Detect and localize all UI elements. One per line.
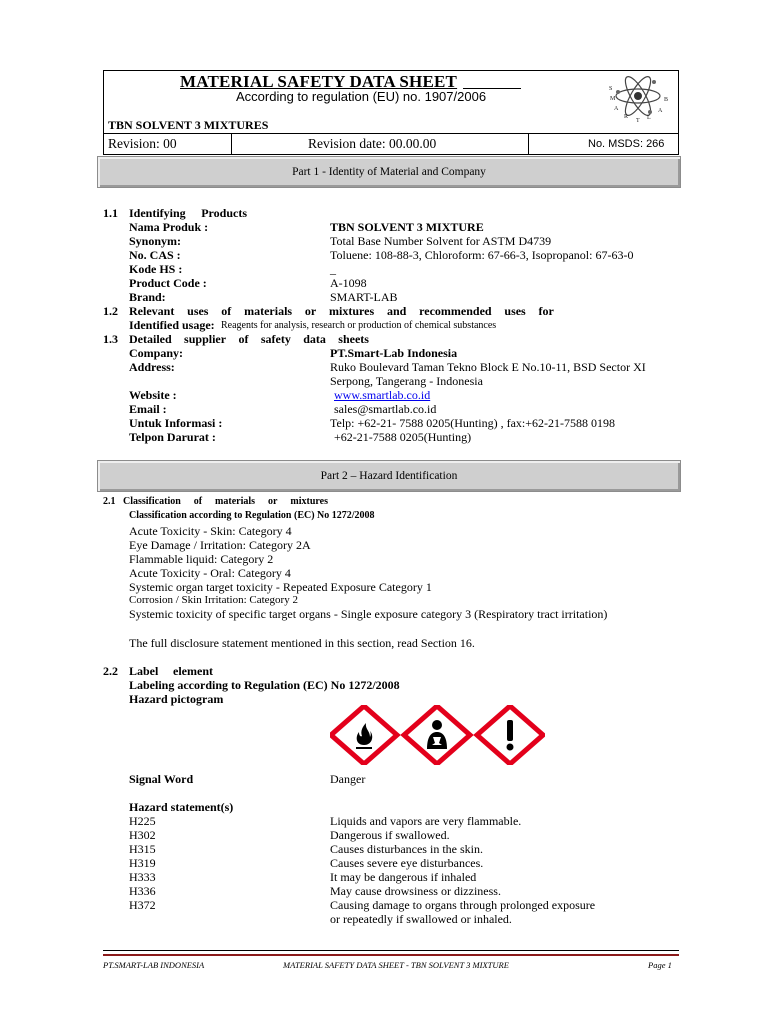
- section-number: 2.1: [103, 496, 116, 507]
- supplier-label: Telpon Darurat :: [129, 430, 216, 444]
- field-label: Brand:: [129, 290, 166, 304]
- title-word: Identifying: [129, 206, 186, 220]
- classification-item: Flammable liquid: Category 2: [129, 552, 274, 566]
- title-word: materials: [244, 304, 293, 318]
- msds-number: No. MSDS: 266: [588, 138, 665, 150]
- hazard-text: Causing damage to organs through prolonged exposure: [330, 898, 596, 912]
- title-word: materials: [215, 496, 256, 507]
- hazard-text: Causes severe eye disturbances.: [330, 856, 484, 870]
- hazard-code: H315: [129, 842, 156, 856]
- phone-info: Telp: +62-21- 7588 0205(Hunting) , fax:+62-21-7588 0198: [330, 416, 615, 430]
- hazard-text: Causes disturbances in the skin.: [330, 842, 483, 856]
- title-word: Classification: [123, 496, 181, 507]
- svg-text:M: M: [610, 96, 616, 102]
- title-word: and: [386, 304, 407, 318]
- title-word: of: [221, 304, 232, 318]
- classification-item: Acute Toxicity - Skin: Category 4: [129, 524, 292, 538]
- classification-item: Acute Toxicity - Oral: Category 4: [129, 566, 291, 580]
- footer-rule: [103, 954, 679, 956]
- company-name: PT.Smart-Lab Indonesia: [330, 346, 458, 360]
- hazard-code: H336: [129, 884, 156, 898]
- title-word: mixtures: [290, 496, 328, 507]
- field-value: Toluene: 108-88-3, Chloroform: 67-66-3, Isopropanol: 67-63-0: [330, 248, 634, 262]
- svg-text:T: T: [636, 118, 640, 124]
- hazard-text: or repeatedly if swallowed or inhaled.: [330, 912, 512, 926]
- title-word: of: [193, 496, 203, 507]
- title-word: or: [267, 496, 278, 507]
- hazard-text: Liquids and vapors are very flammable.: [330, 814, 522, 828]
- classification-item: Systemic toxicity of specific target organs - Single exposure category 3 (Respiratory tract irritation): [129, 607, 608, 621]
- hazard-pictograms: [330, 705, 545, 765]
- field-label: Synonym:: [129, 234, 182, 248]
- field-label: Nama Produk :: [129, 220, 209, 234]
- smartlab-logo: [604, 68, 674, 132]
- identified-usage-label: Identified usage:: [129, 318, 215, 332]
- address-line: Serpong, Tangerang - Indonesia: [330, 374, 483, 388]
- part2-title: Part 2 – Hazard Identification: [320, 470, 458, 482]
- product-name-header: TBN SOLVENT 3 MIXTURES: [108, 118, 269, 132]
- exclamation-pictogram-icon: [477, 706, 543, 764]
- title-word: recommended: [419, 304, 492, 318]
- title-word: or: [304, 304, 317, 318]
- footer-rule: [103, 950, 679, 951]
- title-word: for: [538, 304, 554, 318]
- title-word: uses: [187, 304, 209, 318]
- svg-text:R: R: [624, 114, 629, 120]
- revision-divider: [231, 133, 232, 155]
- footer-page-number: Page 1: [648, 960, 672, 970]
- website-link[interactable]: www.smartlab.co.id: [334, 388, 431, 402]
- section-1-1-title: [129, 206, 247, 221]
- field-value: A-1098: [330, 276, 367, 290]
- section-number: 1.1: [103, 206, 118, 220]
- supplier-label: Website :: [129, 388, 177, 402]
- title-word: Relevant: [129, 304, 175, 318]
- classification-heading: Classification according to Regulation (EC) No 1272/2008: [129, 510, 375, 521]
- supplier-label: Address:: [129, 360, 175, 374]
- hazard-code: H225: [129, 814, 156, 828]
- section-number: 1.2: [103, 304, 118, 318]
- footer-company: PT.SMART-LAB INDONESIA: [103, 960, 205, 970]
- footer-document-title: MATERIAL SAFETY DATA SHEET - TBN SOLVENT 3 MIXTURE: [283, 960, 509, 970]
- title-word: Products: [201, 206, 247, 220]
- svg-text:A: A: [658, 108, 663, 114]
- hazard-text: May cause drowsiness or dizziness.: [330, 884, 501, 898]
- hazard-text: It may be dangerous if inhaled: [330, 870, 477, 884]
- section-number: 2.2: [103, 664, 118, 678]
- section-2-2-title: [129, 664, 213, 679]
- section-1-2-title: [129, 304, 554, 319]
- title-word: safety: [260, 332, 291, 346]
- revision-number: Revision: 00: [108, 136, 177, 151]
- emergency-phone: +62-21-7588 0205(Hunting): [334, 430, 472, 444]
- field-label: No. CAS :: [129, 248, 181, 262]
- svg-text:S: S: [609, 86, 613, 92]
- email-value: sales@smartlab.co.id: [334, 402, 437, 416]
- hazard-code: H333: [129, 870, 156, 884]
- pictogram-heading: Hazard pictogram: [129, 692, 224, 706]
- supplier-label: Email :: [129, 402, 167, 416]
- svg-text:A: A: [614, 106, 619, 112]
- flame-pictogram-icon: [331, 706, 397, 764]
- field-label: Kode HS :: [129, 262, 183, 276]
- title-word: Detailed: [129, 332, 172, 346]
- field-value: _: [330, 262, 336, 276]
- part1-title: Part 1 - Identity of Material and Company: [292, 166, 486, 178]
- field-label: Product Code :: [129, 276, 207, 290]
- labeling-heading: Labeling according to Regulation (EC) No 1272/2008: [129, 678, 400, 692]
- classification-item: Corrosion / Skin Irritation: Category 2: [129, 594, 298, 606]
- classification-item: Systemic organ target toxicity - Repeated Exposure Category 1: [129, 580, 432, 594]
- title-word: uses: [504, 304, 526, 318]
- health-hazard-pictogram-icon: [404, 706, 470, 764]
- supplier-label: Company:: [129, 346, 184, 360]
- title-word: supplier: [184, 332, 227, 346]
- hazard-code: H372: [129, 898, 156, 912]
- title-word: mixtures: [329, 304, 375, 318]
- supplier-label: Untuk Informasi :: [129, 416, 223, 430]
- signal-word-label: Signal Word: [129, 772, 194, 786]
- regulation-subtitle: According to regulation (EU) no. 1907/2006: [236, 89, 487, 104]
- signal-word-value: Danger: [330, 772, 366, 786]
- revision-date: Revision date: 00.00.00: [308, 136, 437, 151]
- section-number: 1.3: [103, 332, 118, 346]
- classification-item: Eye Damage / Irritation: Category 2A: [129, 538, 311, 552]
- identified-usage-value: Reagents for analysis, research or production of chemical substances: [221, 320, 497, 331]
- svg-text:B: B: [664, 97, 669, 103]
- title-word: sheets: [338, 332, 369, 346]
- title-word: Label: [129, 664, 159, 678]
- disclosure-note: The full disclosure statement mentioned in this section, read Section 16.: [129, 636, 475, 650]
- svg-text:L: L: [647, 115, 651, 121]
- field-value: SMART-LAB: [330, 290, 398, 304]
- section-1-3-title: [129, 332, 369, 347]
- field-value: TBN SOLVENT 3 MIXTURE: [330, 220, 484, 234]
- hazard-text: Dangerous if swallowed.: [330, 828, 450, 842]
- title-word: data: [303, 332, 326, 346]
- document-title: MATERIAL SAFETY DATA SHEET: [180, 72, 458, 91]
- revision-divider: [528, 133, 529, 155]
- hazard-statements-heading: Hazard statement(s): [129, 800, 234, 814]
- address-line: Ruko Boulevard Taman Tekno Block E No.10-11, BSD Sector XI: [330, 360, 646, 374]
- field-value: Total Base Number Solvent for ASTM D4739: [330, 234, 552, 248]
- hazard-code: H319: [129, 856, 156, 870]
- title-word: of: [238, 332, 249, 346]
- hazard-code: H302: [129, 828, 156, 842]
- section-2-1-title: [123, 496, 328, 507]
- title-word: element: [173, 664, 213, 678]
